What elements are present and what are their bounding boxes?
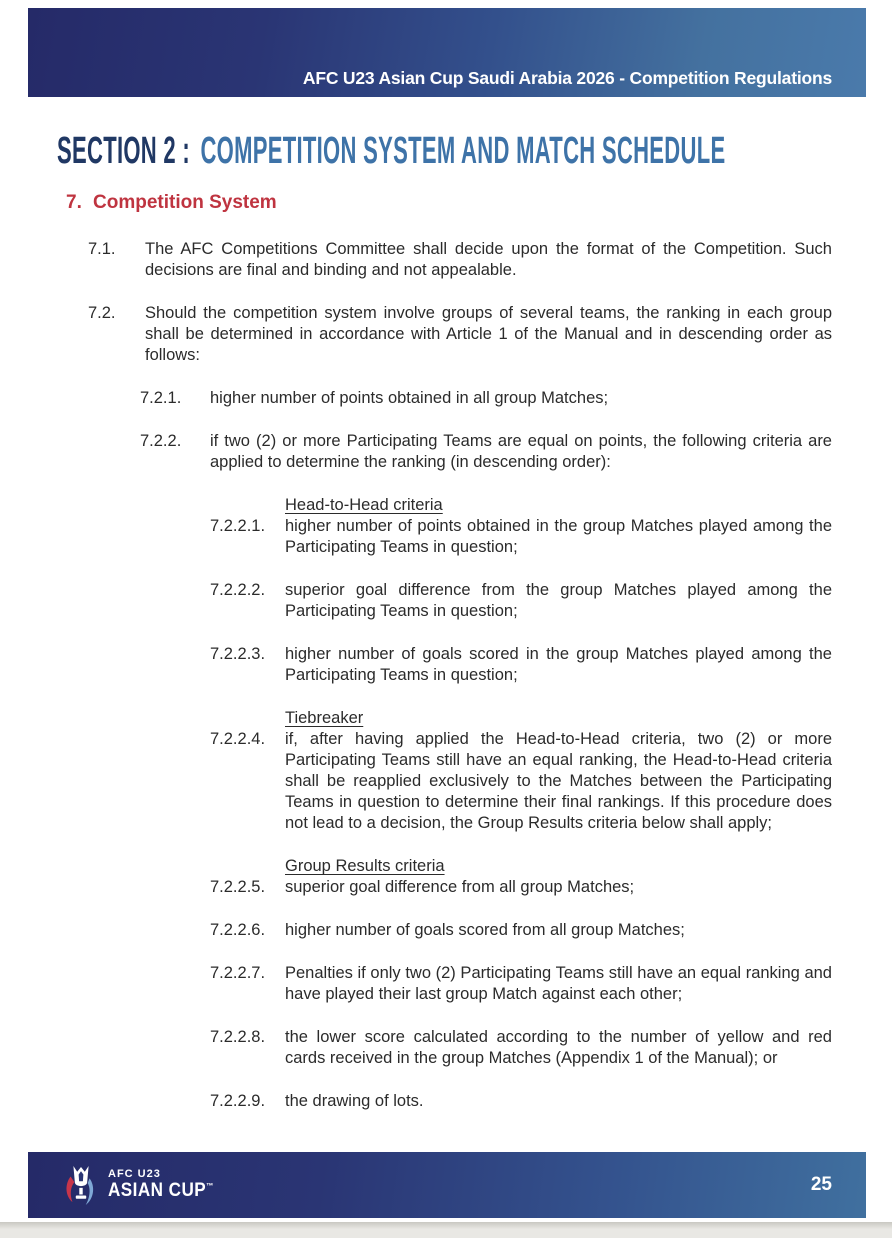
clause-number: 7.2. [88,304,116,322]
clause-text: superior goal difference from the group Matches played among the Participating Teams in question; [285,581,832,620]
clause-7-2-2-6 [210,920,892,941]
article-body [0,239,892,1134]
clause-number: 7.2.2.9. [210,1092,266,1110]
clause-text: the drawing of lots. [285,1092,424,1110]
logo-wordmark [108,1169,226,1200]
clause-number: 7.2.2. [140,432,182,450]
clause-7-2-2-2 [210,580,892,622]
clause-number: 7.2.2.7. [210,964,266,982]
clause-text: if two (2) or more Participating Teams are equal on points, the following criteria are applied to determine the ranking (in descending order): [210,432,832,471]
section-title [57,130,725,173]
clause-text: higher number of points obtained in the group Matches played among the Participating Teams in question; [285,517,832,556]
logo-line2 [108,1181,214,1201]
clause-7-2-2-4 [210,729,892,834]
clause-text: The AFC Competitions Committee shall decide upon the format of the Competition. Such decisions are final and binding and not appealable. [145,240,832,279]
clause-7-2 [88,303,892,366]
clause-7-2-2-7 [210,963,892,1005]
page-header-bar [28,8,866,97]
clause-number: 7.1. [88,240,116,258]
clause-7-2-1 [140,388,892,409]
clause-number: 7.2.2.8. [210,1028,266,1046]
trademark-symbol: ™ [206,1181,214,1191]
clause-number: 7.2.2.3. [210,645,266,663]
subhead-head-to-head-criteria: Head-to-Head criteria [285,496,443,514]
page-footer-bar [28,1152,866,1218]
clause-7-2-2-1 [210,516,892,558]
logo-line1: AFC U23 [108,1168,161,1181]
clause-number: 7.2.2.2. [210,581,266,599]
subhead-group-results-criteria: Group Results criteria [285,857,445,875]
clause-text: higher number of goals scored in the group Matches played among the Participating Teams in question; [285,645,832,684]
clause-7-2-2-8 [210,1027,892,1069]
clause-number: 7.2.2.1. [210,517,266,535]
page-bottom-edge [0,1222,892,1238]
section-title-text: COMPETITION SYSTEM AND MATCH SCHEDULE [200,130,726,172]
trophy-icon [62,1161,100,1209]
article-heading [66,192,277,214]
clause-7-2-2-5 [210,877,892,898]
clause-text: if, after having applied the Head-to-Head criteria, two (2) or more Participating Teams still have an equal ranking, the Head-to-Head criteria shall be reapplied exclusively to the Matches between the Participating Teams in question to determine their final rankings. If this procedure does not lead to a decision, the Group Results criteria below shall apply; [285,730,832,832]
clause-7-1 [88,239,892,281]
clause-text: superior goal difference from all group Matches; [285,878,635,896]
clause-text: higher number of goals scored from all group Matches; [285,921,685,939]
clause-text: higher number of points obtained in all group Matches; [210,389,609,407]
clause-text: Should the competition system involve groups of several teams, the ranking in each group shall be determined in accordance with Article 1 of the Manual and in descending order as follows: [145,304,832,364]
clause-7-2-2-9 [210,1091,892,1112]
clause-text: the lower score calculated according to the number of yellow and red cards received in the group Matches (Appendix 1 of the Manual); or [285,1028,832,1067]
clause-text: Penalties if only two (2) Participating Teams still have an equal ranking and have played their last group Match against each other; [285,964,832,1003]
clause-number: 7.2.2.6. [210,921,266,939]
section-title-prefix: SECTION 2 : [57,130,191,172]
clause-number: 7.2.2.4. [210,730,266,748]
logo-line2-text: ASIAN CUP [108,1179,207,1201]
afc-u23-asian-cup-logo [62,1161,226,1209]
clause-7-2-2-3 [210,644,892,686]
clause-number: 7.2.1. [140,389,182,407]
clause-number: 7.2.2.5. [210,878,266,896]
subhead-tiebreaker: Tiebreaker [285,709,364,727]
header-title: AFC U23 Asian Cup Saudi Arabia 2026 - Competition Regulations [302,68,832,88]
clause-7-2-2 [140,431,892,473]
article-title: Competition System [93,192,277,213]
article-number: 7. [66,192,82,213]
page-number: 25 [810,1174,832,1195]
